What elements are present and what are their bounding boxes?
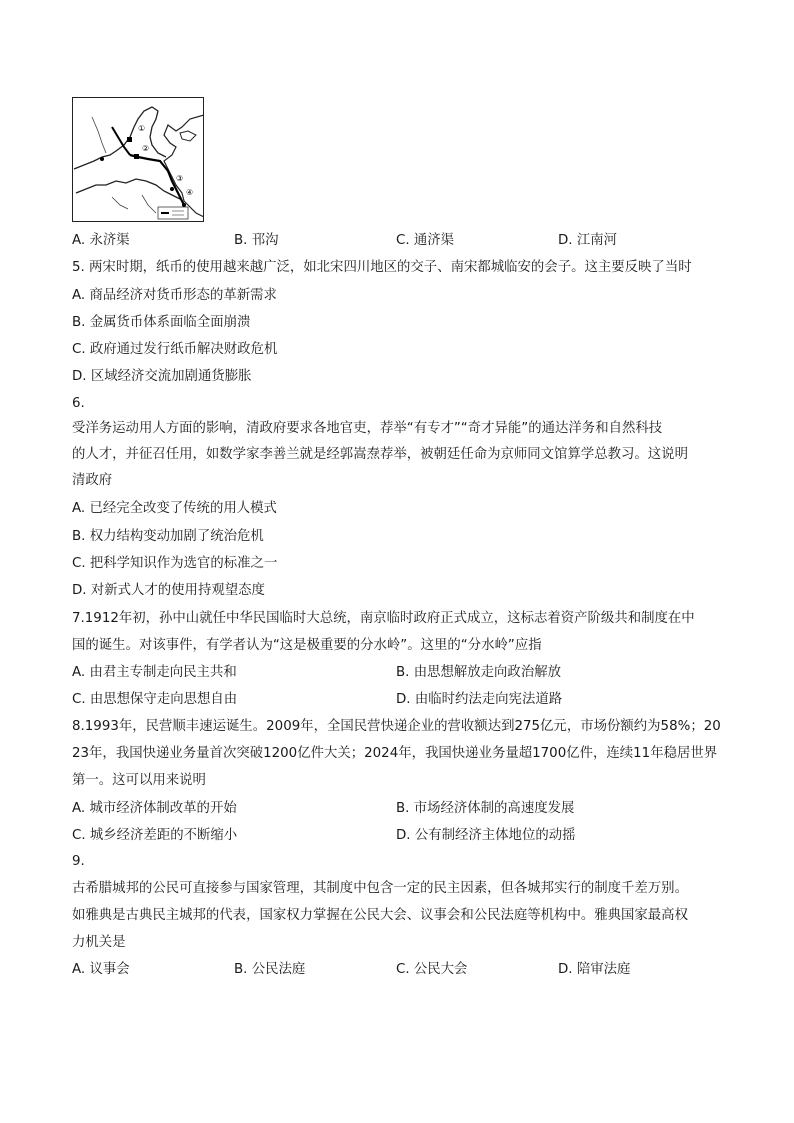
q6-stem-line-2: 的人才，并征召任用，如数学家李善兰就是经郭嵩焘荐举，被朝廷任命为京师同文馆算学总教习。这说明 bbox=[72, 447, 688, 462]
q9-stem-line-3: 力机关是 bbox=[72, 935, 126, 950]
q8-stem-line-1: 8.1993年，民营顺丰速运诞生。2009年，全国民营快递企业的营收额达到275亿元，市场份额约为58%；20 bbox=[72, 719, 721, 734]
city-dot-1 bbox=[100, 157, 104, 161]
q6-stem-line-1: 受洋务运动用人方面的影响，清政府要求各地官吏，荐举“有专才”“奇才异能”的通达洋务和自然科技 bbox=[72, 421, 663, 436]
q8-option-b: B. 市场经济体制的高速度发展 bbox=[396, 801, 575, 816]
q7-stem-line-1: 7.1912年初，孙中山就任中华民国临时大总统，南京临时政府正式成立，这标志着资产阶级共和制度在中 bbox=[72, 611, 695, 626]
q7-option-d: D. 由临时约法走向宪法道路 bbox=[396, 692, 563, 707]
city-square-mid bbox=[134, 154, 139, 159]
q8-stem-line-2: 23年，我国快递业务量首次突破1200亿件大关；2024年，我国快递业务量超1700亿件，连续11年稳居世界 bbox=[72, 746, 718, 761]
q4-option-a: A. 永济渠 bbox=[72, 233, 130, 248]
q9-stem-line-2: 如雅典是古典民主城邦的代表，国家权力掌握在公民大会、议事会和公民法庭等机构中。雅典国家最高权 bbox=[72, 908, 688, 923]
city-dot-2 bbox=[170, 187, 174, 191]
q9-option-b: B. 公民法庭 bbox=[234, 962, 306, 977]
q6-stem-line-3: 清政府 bbox=[72, 473, 113, 488]
q6-option-c: C. 把科学知识作为选官的标准之一 bbox=[72, 556, 278, 571]
q8-option-d: D. 公有制经济主体地位的动摇 bbox=[396, 828, 576, 843]
marker-4: ④ bbox=[186, 188, 194, 197]
q8-option-c: C. 城乡经济差距的不断缩小 bbox=[72, 828, 238, 843]
marker-2: ② bbox=[142, 144, 150, 153]
q7-option-b: B. 由思想解放走向政治解放 bbox=[396, 665, 561, 680]
q7-option-c: C. 由思想保守走向思想自由 bbox=[72, 692, 238, 707]
q6-number: 6. bbox=[72, 396, 85, 411]
q4-option-b: B. 邗沟 bbox=[234, 233, 279, 248]
q9-option-d: D. 陪审法庭 bbox=[558, 962, 631, 977]
q6-option-d: D. 对新式人才的使用持观望态度 bbox=[72, 583, 265, 598]
city-square-north bbox=[127, 137, 132, 142]
q9-stem-line-1: 古希腊城邦的公民可直接参与国家管理，其制度中包含一定的民主因素，但各城邦实行的制度千差万别。 bbox=[72, 881, 688, 896]
q9-option-a: A. 议事会 bbox=[72, 962, 130, 977]
q4-option-c: C. 通济渠 bbox=[396, 233, 455, 248]
q6-option-a: A. 已经完全改变了传统的用人模式 bbox=[72, 501, 277, 516]
q5-option-b: B. 金属货币体系面临全面崩溃 bbox=[72, 315, 251, 330]
q7-option-a: A. 由君主专制走向民主共和 bbox=[72, 665, 237, 680]
q7-stem-line-2: 国的诞生。对该事件，有学者认为“这是极重要的分水岭”。这里的“分水岭”应指 bbox=[72, 638, 542, 653]
q4-option-d: D. 江南河 bbox=[558, 233, 617, 248]
q5-option-d: D. 区域经济交流加剧通货膨胀 bbox=[72, 369, 252, 384]
city-dot-3 bbox=[182, 203, 186, 207]
marker-1: ① bbox=[138, 124, 146, 133]
q5-option-c: C. 政府通过发行纸币解决财政危机 bbox=[72, 342, 278, 357]
q9-option-c: C. 公民大会 bbox=[396, 962, 468, 977]
q8-stem-line-3: 第一。这可以用来说明 bbox=[72, 773, 206, 788]
q6-option-b: B. 权力结构变动加剧了统治危机 bbox=[72, 529, 264, 544]
q5-option-a: A. 商品经济对货币形态的革新需求 bbox=[72, 288, 277, 303]
canal-map-figure bbox=[72, 97, 204, 222]
marker-3: ③ bbox=[176, 174, 184, 183]
q9-number: 9. bbox=[72, 854, 85, 869]
q5-stem: 5. 两宋时期，纸币的使用越来越广泛，如北宋四川地区的交子、南宋都城临安的会子。这主要反映了当时 bbox=[72, 260, 692, 275]
q8-option-a: A. 城市经济体制改革的开始 bbox=[72, 801, 237, 816]
